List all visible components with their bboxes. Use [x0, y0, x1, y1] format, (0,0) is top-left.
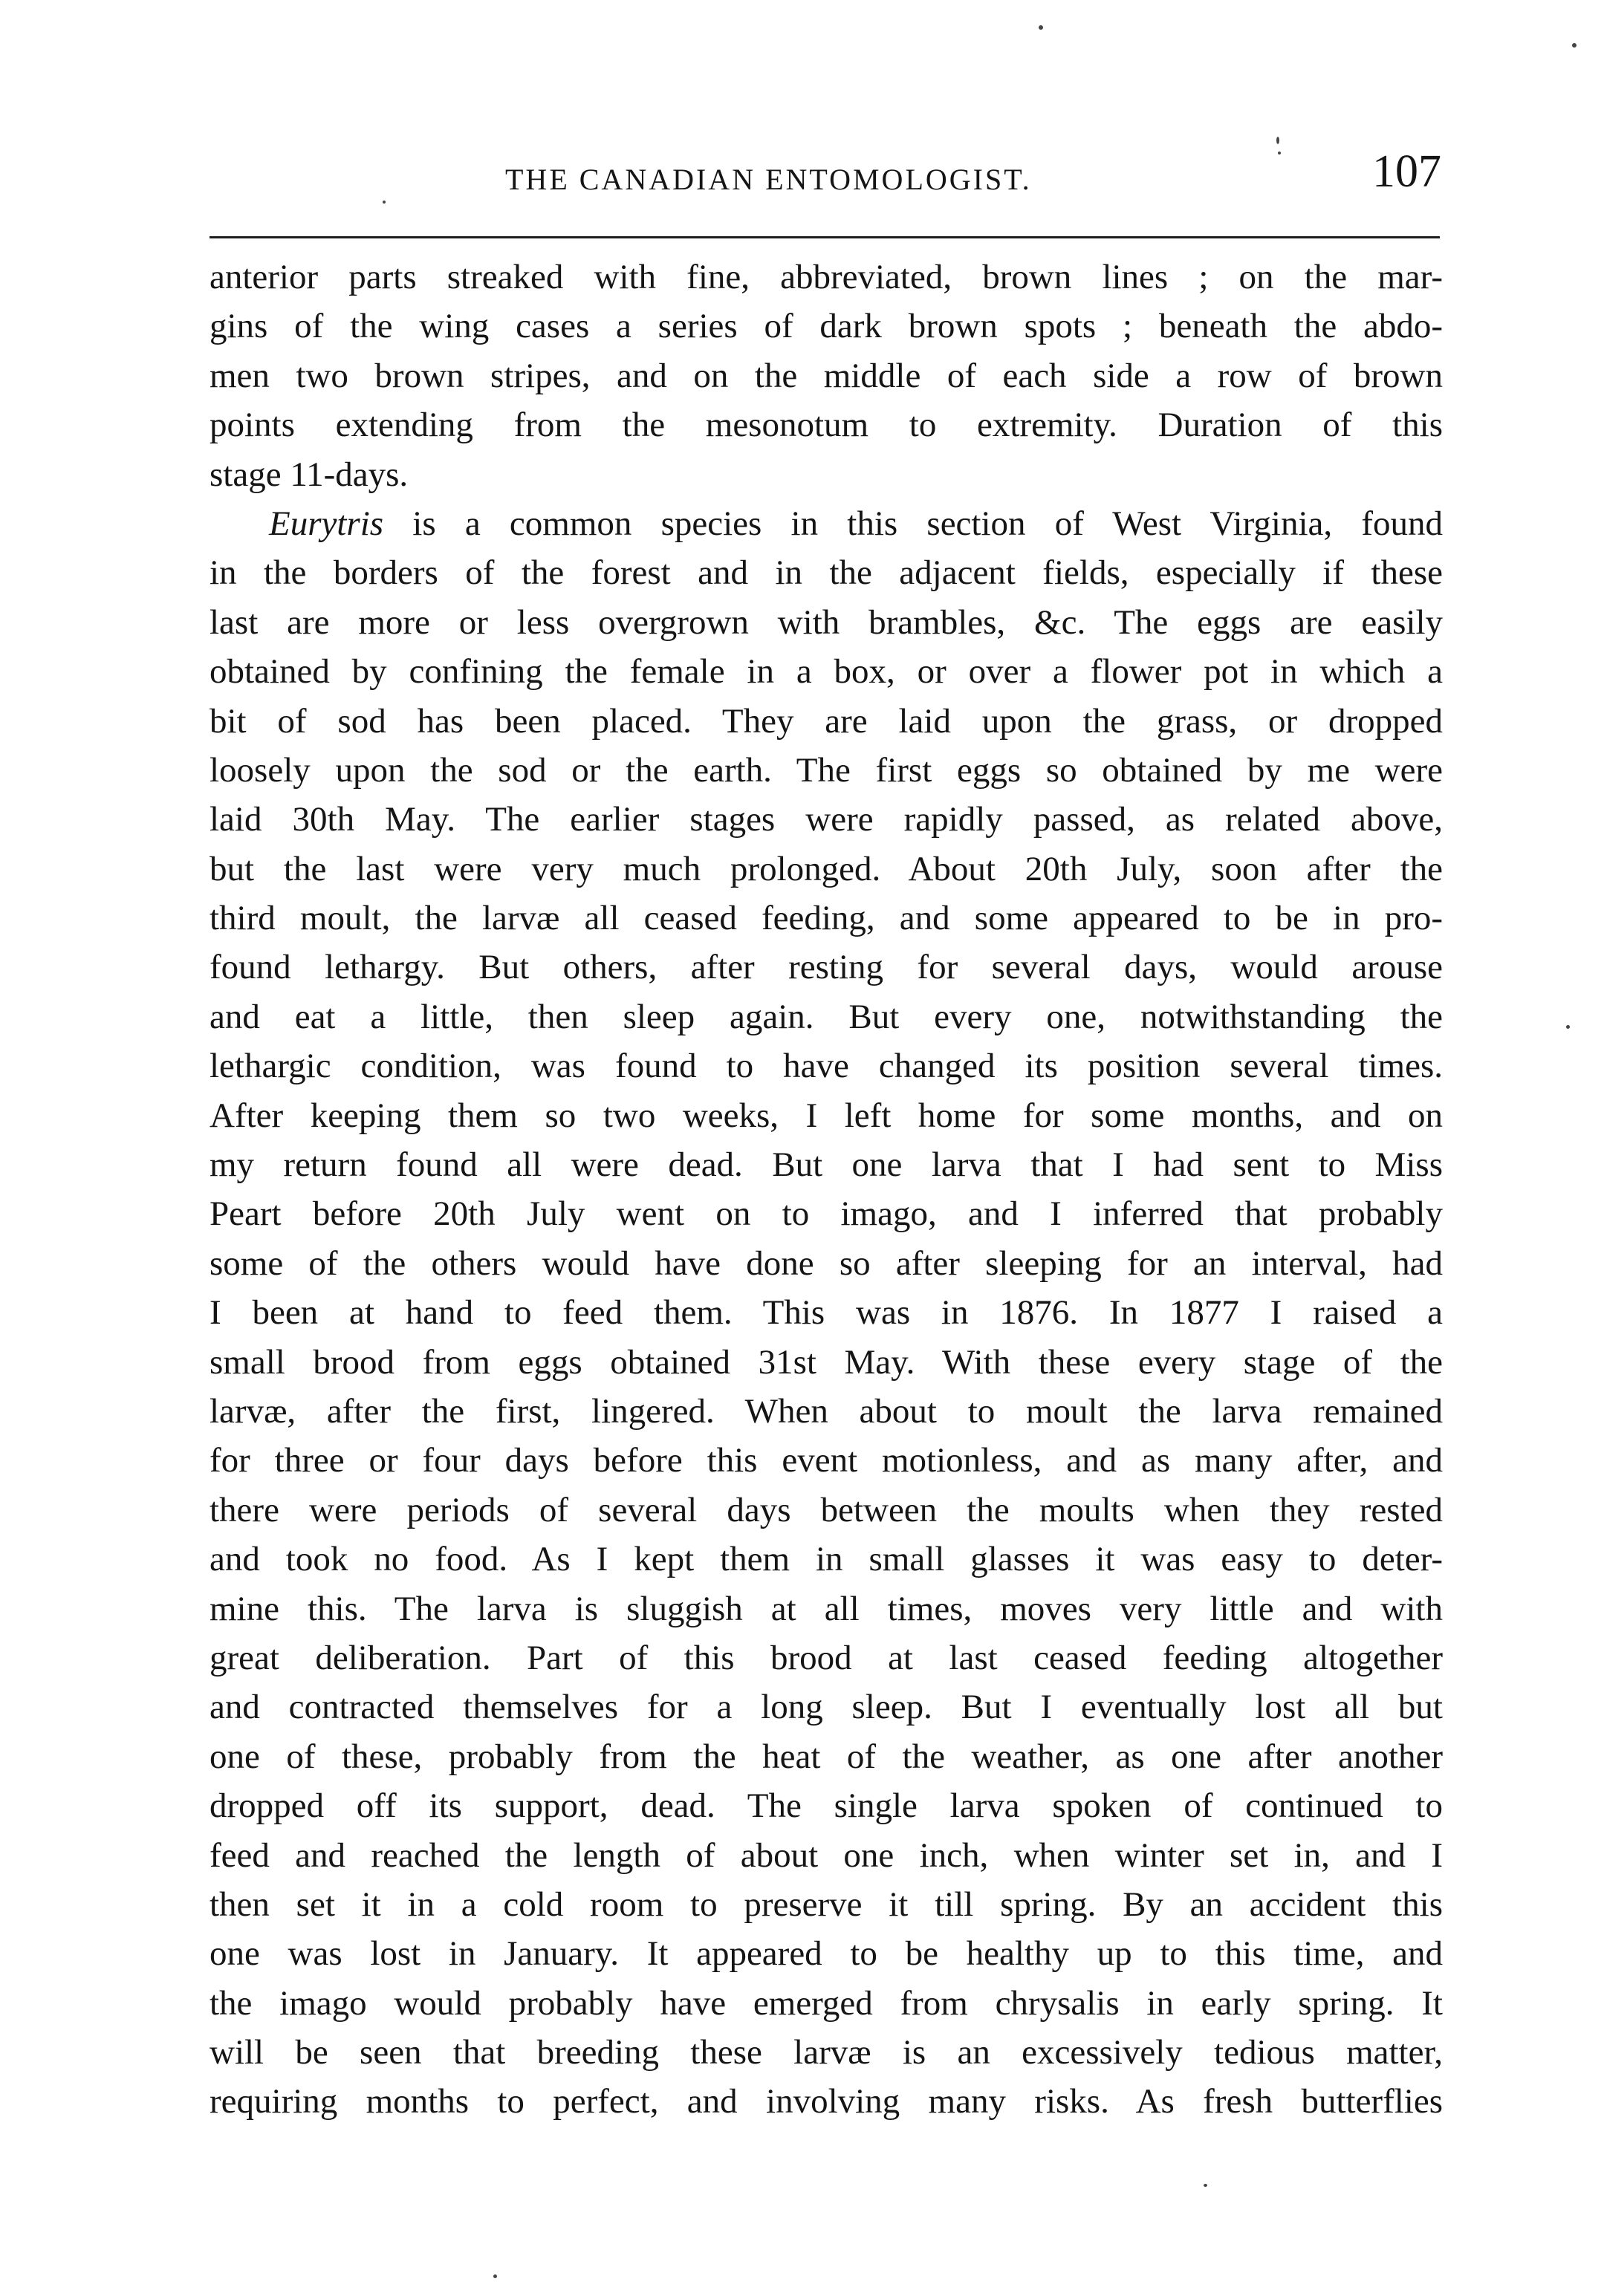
text-line: and took no food. As I kept them in small glasses it was easy to deter- — [210, 1540, 1443, 1579]
text-line: laid 30th May. The earlier stages were rapidly passed, as related above, — [210, 800, 1443, 839]
text-line: and contracted themselves for a long sleep. But I eventually lost all but — [210, 1688, 1443, 1727]
text-line: After keeping them so two weeks, I left home for some months, and on — [210, 1096, 1443, 1135]
text-line: loosely upon the sod or the earth. The first eggs so obtained by me were — [210, 750, 1443, 790]
text-line: lethargic condition, was found to have changed its position several times. — [210, 1047, 1443, 1086]
body-text — [210, 253, 1443, 2127]
ink-speck — [493, 2274, 497, 2278]
paragraph-start-line — [210, 499, 1443, 548]
text-line: found lethargy. But others, after resting for several days, would arouse — [210, 948, 1443, 987]
ink-speck — [1566, 1025, 1570, 1029]
ink-speck — [1278, 152, 1281, 155]
text-line: dropped off its support, dead. The single larva spoken of continued to — [210, 1786, 1443, 1826]
text-line: mine this. The larva is sluggish at all times, moves very little and with — [210, 1589, 1443, 1628]
text-line: bit of sod has been placed. They are laid upon the grass, or dropped — [210, 701, 1443, 741]
text-line: small brood from eggs obtained 31st May. With these every stage of the — [210, 1342, 1443, 1382]
text-line: but the last were very much prolonged. About 20th July, soon after the — [210, 849, 1443, 888]
ink-speck — [383, 201, 386, 204]
running-head — [208, 146, 1441, 205]
text-line: for three or four days before this event motionless, and as many after, and — [210, 1441, 1443, 1480]
journal-title: THE CANADIAN ENTOMOLOGIST. — [505, 163, 1032, 196]
text-line: and eat a little, then sleep again. But every one, notwithstanding the — [210, 997, 1443, 1036]
text-fragment: is a common species in this section of West Virginia, found — [383, 504, 1443, 543]
text-line: then set it in a cold room to preserve it till spring. By an accident this — [210, 1884, 1443, 1924]
text-line: larvæ, after the first, lingered. When about to moult the larva remained — [210, 1391, 1443, 1431]
text-line: anterior parts streaked with fine, abbreviated, brown lines ; on the mar- — [210, 258, 1443, 296]
text-line: one was lost in January. It appeared to be healthy up to this time, and — [210, 1934, 1443, 1974]
text-line: men two brown stripes, and on the middle of each side a row of brown — [210, 356, 1443, 395]
text-line: in the borders of the forest and in the adjacent fields, especially if these — [210, 553, 1443, 593]
text-line: will be seen that breeding these larvæ is an excessively tedious matter, — [210, 2033, 1443, 2072]
text-line: obtained by confining the female in a box, or over a flower pot in which a — [210, 652, 1443, 692]
text-line: great deliberation. Part of this brood at last ceased feeding altogether — [210, 1638, 1443, 1677]
text-line: points extending from the mesonotum to extremity. Duration of this — [210, 406, 1443, 445]
text-line: one of these, probably from the heat of the weather, as one after another — [210, 1737, 1443, 1776]
ink-speck — [1039, 25, 1043, 30]
text-line: stage 11-days. — [210, 455, 409, 494]
text-line: gins of the wing cases a series of dark brown spots ; beneath the abdo- — [210, 307, 1443, 346]
text-line: third moult, the larvæ all ceased feeding, and some appeared to be in pro- — [210, 899, 1443, 938]
ink-speck — [1276, 137, 1279, 144]
text-line: last are more or less overgrown with brambles, &c. The eggs are easily — [210, 602, 1443, 642]
text-line: there were periods of several days between the moults when they rested — [210, 1490, 1443, 1529]
text-line: my return found all were dead. But one larva that I had sent to Miss — [210, 1145, 1443, 1185]
text-line: I been at hand to feed them. This was in 1876. In 1877 I raised a — [210, 1293, 1443, 1333]
ink-speck — [1204, 2184, 1207, 2187]
text-line: requiring months to perfect, and involving many risks. As fresh butterflies — [210, 2082, 1443, 2121]
text-line: Peart before 20th July went on to imago, and I inferred that probably — [210, 1194, 1443, 1234]
text-line: some of the others would have done so after sleeping for an interval, had — [210, 1243, 1443, 1283]
species-name: Eurytris — [269, 504, 384, 543]
text-line: feed and reached the length of about one inch, when winter set in, and I — [210, 1835, 1443, 1875]
text-line: the imago would probably have emerged from chrysalis in early spring. It — [210, 1983, 1443, 2023]
ink-speck — [1572, 43, 1577, 48]
page-number: 107 — [1372, 146, 1441, 197]
header-rule — [210, 236, 1440, 238]
